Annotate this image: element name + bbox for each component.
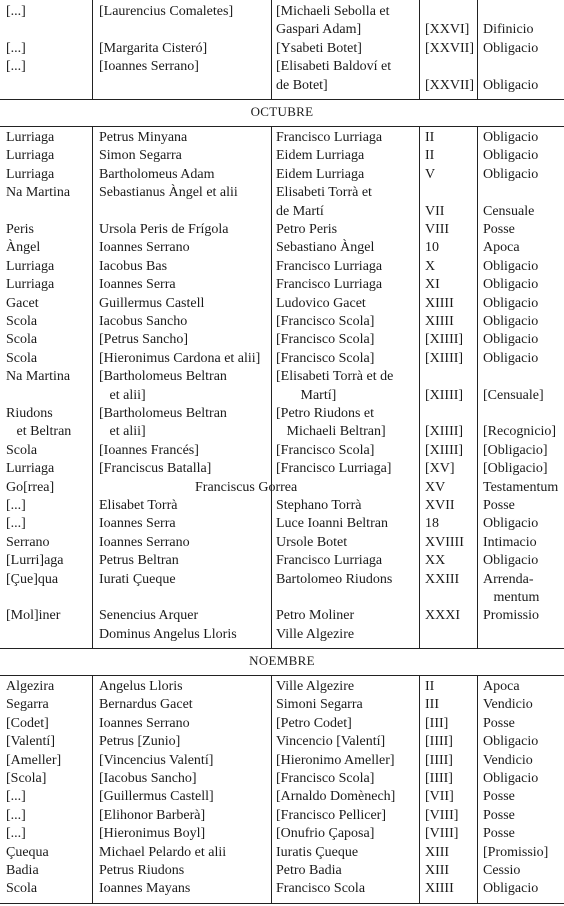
day-cell: XIII	[425, 863, 450, 878]
recipient-cell: [Elisabeti Baldoví et	[276, 59, 392, 75]
day-cell: [IIII]	[425, 752, 453, 768]
place-cell: [...]	[6, 826, 26, 842]
grantor-cell: Ioannes Serrano	[99, 715, 190, 731]
act-cell: Posse	[483, 826, 515, 842]
act-cell: Difinicio	[483, 22, 534, 38]
grantor-cell: [Petrus Sancho]	[99, 332, 189, 348]
day-cell: [XXVII]	[425, 40, 474, 56]
place-cell: Peris	[6, 222, 34, 237]
act-cell: Obligacio	[483, 130, 539, 145]
table-row	[0, 166, 564, 184]
grantor-cell: [Guillermus Castell]	[99, 789, 214, 805]
act-cell: [Promissio]	[483, 844, 549, 860]
place-cell: Gacet	[6, 295, 39, 311]
section-top-rule	[0, 99, 564, 100]
recipient-cell: Michaeli Beltran]	[276, 424, 386, 440]
day-cell: [IIII]	[425, 771, 453, 786]
day-cell: [XIIII]	[425, 424, 464, 440]
recipient-cell: [Francisco Scola]	[276, 314, 375, 329]
act-cell: Obligacio	[483, 277, 539, 293]
act-cell: Cessio	[483, 863, 521, 878]
recipient-cell: Francisco Lurriaga	[276, 277, 383, 293]
recipient-cell: [Francisco Pellicer]	[276, 807, 387, 823]
table-row	[0, 607, 564, 644]
act-cell: Obligacio	[483, 516, 539, 532]
recipient-cell: [Onufrio Çaposa]	[276, 826, 375, 842]
place-cell: [...]	[6, 516, 26, 532]
place-cell: Çuequa	[6, 844, 49, 860]
day-cell: [XXVII]	[425, 77, 474, 93]
act-cell: Obligacio	[483, 314, 539, 329]
act-cell: [Recognicio]	[483, 424, 557, 440]
place-cell: Scola	[6, 350, 38, 366]
grantor-cell: Dominus Angelus Lloris	[99, 626, 237, 642]
place-cell: Scola	[6, 881, 38, 897]
place-cell: [Valentí]	[6, 734, 55, 750]
place-cell: Lurriaga	[6, 166, 55, 182]
recipient-cell: Ville Algezire	[276, 626, 355, 642]
act-cell: Posse	[483, 715, 515, 731]
recipient-cell: [Hieronimo Ameller]	[276, 752, 395, 768]
section-heading: OCTUBRE	[250, 104, 314, 119]
day-cell: XIIII	[425, 295, 454, 311]
place-cell: Scola	[6, 442, 38, 458]
day-cell: [XXVI]	[425, 22, 470, 38]
recipient-cell: Bartolomeo Riudons	[276, 571, 393, 587]
act-cell: Posse	[483, 498, 515, 513]
table-row	[0, 844, 564, 862]
grantor-cell: Petrus [Zunio]	[99, 734, 181, 750]
recipient-cell: [Francisco Scola]	[276, 350, 375, 366]
table-row	[0, 497, 564, 515]
act-cell: Obligacio	[483, 295, 539, 311]
day-cell: [XV]	[425, 461, 455, 477]
place-cell: Badia	[6, 863, 39, 878]
grantor-cell: Michael Pelardo et alii	[99, 844, 227, 860]
place-cell: [...]	[6, 807, 26, 823]
table-row	[0, 552, 564, 570]
day-cell: VII	[425, 203, 445, 219]
grantor-cell: Iacobus Sancho	[99, 314, 188, 329]
grantor-cell: [Laurencius Comaletes]	[99, 4, 234, 19]
table-row	[0, 733, 564, 751]
act-cell: Apoca	[483, 240, 520, 256]
section-top-rule	[0, 648, 564, 649]
grantor-cell: Ioannes Mayans	[99, 881, 191, 897]
place-cell: [...]	[6, 59, 26, 75]
place-cell: [Ameller]	[6, 752, 62, 768]
act-cell: Obligacio	[483, 553, 539, 569]
grantor-cell: Iurati Çueque	[99, 571, 176, 587]
recipient-cell: de Botet]	[276, 77, 328, 93]
act-cell: Testamentum	[483, 479, 559, 495]
recipient-cell: [Petro Riudons et	[276, 406, 374, 421]
day-cell: XV	[425, 479, 446, 495]
place-cell: Na Martina	[6, 185, 71, 201]
act-cell: Obligacio	[483, 77, 539, 93]
day-cell: [III]	[425, 715, 449, 731]
recipient-cell: de Martí	[276, 203, 324, 219]
section-heading-rule	[0, 675, 564, 676]
table-row	[0, 129, 564, 147]
day-cell: VIII	[425, 222, 450, 237]
grantor-cell: Bernardus Gacet	[99, 697, 193, 713]
place-cell: Lurriaga	[6, 148, 55, 164]
day-cell: XIIII	[425, 881, 454, 897]
table-row	[0, 862, 564, 880]
recipient-cell: Iuratis Çueque	[276, 844, 359, 860]
recipient-cell: [Petro Codet]	[276, 715, 352, 731]
grantor-cell: et alii]	[99, 387, 146, 403]
place-cell: Lurriaga	[6, 277, 55, 293]
table-row	[0, 405, 564, 442]
recipient-cell: [Francisco Scola]	[276, 442, 375, 458]
place-cell: [Codet]	[6, 715, 49, 731]
recipient-cell: Petro Moliner	[276, 608, 355, 624]
day-cell: XX	[425, 553, 446, 569]
day-cell: II	[425, 679, 435, 694]
recipient-cell: Vincencio [Valentí]	[276, 734, 386, 750]
place-cell: et Beltran	[6, 424, 72, 440]
day-cell: II	[425, 148, 435, 164]
recipient-cell: [Arnaldo Domènech]	[276, 789, 396, 805]
place-cell: [...]	[6, 40, 26, 56]
recipient-cell: Petro Badia	[276, 863, 342, 878]
table-row	[0, 880, 564, 898]
table-row	[0, 313, 564, 331]
day-cell: XXIII	[425, 571, 460, 587]
table-row	[0, 825, 564, 843]
place-cell: Scola	[6, 332, 38, 348]
act-cell: Obligacio	[483, 771, 539, 786]
recipient-cell: Petro Peris	[276, 222, 338, 237]
recipient-cell: Francisco Lurriaga	[276, 553, 383, 569]
day-cell: 10	[425, 240, 439, 256]
day-cell: XXXI	[425, 608, 460, 624]
day-cell: XI	[425, 277, 440, 293]
recipient-cell: Francisco Lurriaga	[276, 130, 383, 145]
act-cell: Obligacio	[483, 332, 539, 348]
recipient-cell: [Michaeli Sebolla et	[276, 4, 390, 19]
table-row	[0, 221, 564, 239]
act-cell: [Obligacio]	[483, 442, 548, 458]
grantor-cell: [Ioannes Francés]	[99, 442, 199, 458]
recipient-cell: Francisco Lurriaga	[276, 258, 383, 274]
place-cell: Scola	[6, 314, 38, 329]
recipient-cell: Ursole Botet	[276, 534, 348, 550]
place-cell: Àngel	[6, 240, 41, 256]
grantor-cell: Iacobus Bas	[99, 258, 168, 274]
recipient-cell: [Francisco Scola]	[276, 771, 375, 786]
table-row	[0, 239, 564, 257]
grantor-cell: Angelus Lloris	[99, 679, 183, 694]
act-cell: Obligacio	[483, 734, 539, 750]
act-cell: Obligacio	[483, 258, 539, 274]
grantor-cell: [Bartholomeus Beltran	[99, 406, 227, 421]
grantor-cell: [Bartholomeus Beltran	[99, 369, 227, 385]
act-cell: Censuale	[483, 203, 535, 219]
recipient-cell: Elisabeti Torrà et	[276, 185, 372, 201]
act-cell: [Censuale]	[483, 387, 544, 403]
table-row	[0, 350, 564, 368]
grantor-cell: Senencius Arquer	[99, 608, 199, 624]
table-row	[0, 184, 564, 221]
day-cell: [XIIII]	[425, 350, 464, 366]
section-heading: NOEMBRE	[249, 653, 315, 668]
grantor-cell: Petrus Beltran	[99, 553, 179, 569]
act-cell: Posse	[483, 222, 515, 237]
table-row	[0, 3, 564, 40]
place-cell: [...]	[6, 4, 26, 19]
table-row	[0, 515, 564, 533]
table-row	[0, 147, 564, 165]
act-cell: Obligacio	[483, 881, 539, 897]
place-cell: Lurriaga	[6, 258, 55, 274]
act-cell: Obligacio	[483, 350, 539, 366]
recipient-cell: Ludovico Gacet	[276, 295, 366, 311]
table-row	[0, 40, 564, 58]
place-cell: Algezira	[6, 679, 55, 694]
section-heading-rule	[0, 126, 564, 127]
table-row	[0, 807, 564, 825]
grantor-cell: Petrus Minyana	[99, 130, 188, 145]
act-cell: Posse	[483, 807, 515, 823]
place-cell: Lurriaga	[6, 130, 55, 145]
grantor-cell: Sebastianus Àngel et alii	[99, 185, 238, 201]
day-cell: XIII	[425, 844, 450, 860]
act-cell: Obligacio	[483, 40, 539, 56]
act-cell: Arrenda-	[483, 571, 534, 587]
act-cell: Vendicio	[483, 752, 533, 768]
place-cell: Segarra	[6, 697, 49, 713]
table-row	[0, 295, 564, 313]
place-cell: [Scola]	[6, 771, 47, 786]
grantor-cell: [Iacobus Sancho]	[99, 771, 197, 786]
recipient-cell: [Francisco Scola]	[276, 332, 375, 348]
day-cell: 18	[425, 516, 439, 532]
grantor-cell: [Margarita Cisteró]	[99, 40, 208, 56]
recipient-cell: Francisco Scola	[276, 881, 366, 897]
table-row	[0, 368, 564, 405]
day-cell: V	[425, 166, 436, 182]
table-row	[0, 571, 564, 608]
grantor-cell: [Hieronimus Cardona et alii]	[99, 350, 261, 366]
table-row	[0, 696, 564, 714]
place-cell: [...]	[6, 498, 26, 513]
recipient-cell: [Francisco Lurriaga]	[276, 461, 392, 477]
day-cell: X	[425, 258, 436, 274]
grantor-cell: Ioannes Serra	[99, 277, 176, 293]
grantor-cell: Bartholomeus Adam	[99, 166, 215, 182]
table-row	[0, 715, 564, 733]
table-row	[0, 678, 564, 696]
grantor-cell: Petrus Riudons	[99, 863, 185, 878]
day-cell: [XIIII]	[425, 332, 464, 348]
day-cell: [VII]	[425, 789, 454, 805]
recipient-cell: Stephano Torrà	[276, 498, 362, 513]
place-cell: [Mol]iner	[6, 608, 61, 624]
act-cell: Apoca	[483, 679, 520, 694]
day-cell: [VIII]	[425, 826, 459, 842]
act-cell: [Obligacio]	[483, 461, 548, 477]
act-cell: Obligacio	[483, 148, 539, 164]
grantor-cell: [Elihonor Barberà]	[99, 807, 206, 823]
recipient-cell: Eidem Lurriaga	[276, 148, 365, 164]
table-row	[0, 788, 564, 806]
place-cell: Na Martina	[6, 369, 71, 385]
day-cell: [XIIII]	[425, 387, 464, 403]
day-cell: II	[425, 130, 435, 145]
table-row	[0, 58, 564, 95]
table-row	[0, 331, 564, 349]
day-cell: XVIIII	[425, 534, 464, 550]
table-row	[0, 442, 564, 460]
grantor-cell: Elisabet Torrà	[99, 498, 178, 513]
place-cell: [Lurri]aga	[6, 553, 64, 569]
recipient-cell: Gaspari Adam]	[276, 22, 362, 38]
recipient-cell: Martí]	[276, 387, 337, 403]
table-row	[0, 258, 564, 276]
table-row	[0, 534, 564, 552]
grantor-cell: et alii]	[99, 424, 146, 440]
day-cell: III	[425, 697, 439, 713]
place-cell: Go[rrea]	[6, 479, 55, 495]
place-cell: [...]	[6, 789, 26, 805]
table-row	[0, 770, 564, 788]
recipient-cell: Ville Algezire	[276, 679, 355, 694]
table-row	[0, 276, 564, 294]
place-cell: [Çue]qua	[6, 571, 59, 587]
act-cell: Posse	[483, 789, 515, 805]
place-cell: Riudons	[6, 406, 53, 421]
grantor-cell: Ioannes Serrano	[99, 240, 190, 256]
act-cell: Vendicio	[483, 697, 533, 713]
place-cell: Lurriaga	[6, 461, 55, 477]
merged-party-cell: Franciscus Gorrea	[195, 479, 298, 495]
act-cell: Promissio	[483, 608, 540, 624]
recipient-cell: Eidem Lurriaga	[276, 166, 365, 182]
grantor-cell: [Ioannes Serrano]	[99, 59, 199, 75]
recipient-cell: Luce Ioanni Beltran	[276, 516, 388, 532]
recipient-cell: [Elisabeti Torrà et de	[276, 369, 394, 385]
table-row	[0, 479, 564, 497]
recipient-cell: Simoni Segarra	[276, 697, 363, 713]
grantor-cell: Simon Segarra	[99, 148, 182, 164]
place-cell: Serrano	[6, 534, 50, 550]
grantor-cell: [Franciscus Batalla]	[99, 461, 212, 477]
day-cell: XIIII	[425, 314, 454, 329]
act-cell: Intimacio	[483, 534, 537, 550]
grantor-cell: [Hieronimus Boyl]	[99, 826, 206, 842]
recipient-cell: Sebastiano Àngel	[276, 240, 375, 256]
day-cell: XVII	[425, 498, 455, 513]
table-row	[0, 752, 564, 770]
day-cell: [XIIII]	[425, 442, 464, 458]
grantor-cell: Guillermus Castell	[99, 295, 205, 311]
act-cell: mentum	[483, 589, 540, 605]
grantor-cell: Ursola Peris de Frígola	[99, 222, 229, 237]
recipient-cell: [Ysabeti Botet]	[276, 40, 362, 56]
table-bottom-rule	[0, 903, 564, 904]
grantor-cell: Ioannes Serrano	[99, 534, 190, 550]
grantor-cell: Ioannes Serra	[99, 516, 176, 532]
grantor-cell: [Vincencius Valentí]	[99, 752, 214, 768]
act-cell: Obligacio	[483, 166, 539, 182]
day-cell: [VIII]	[425, 807, 459, 823]
table-row	[0, 460, 564, 478]
day-cell: [IIII]	[425, 734, 453, 750]
